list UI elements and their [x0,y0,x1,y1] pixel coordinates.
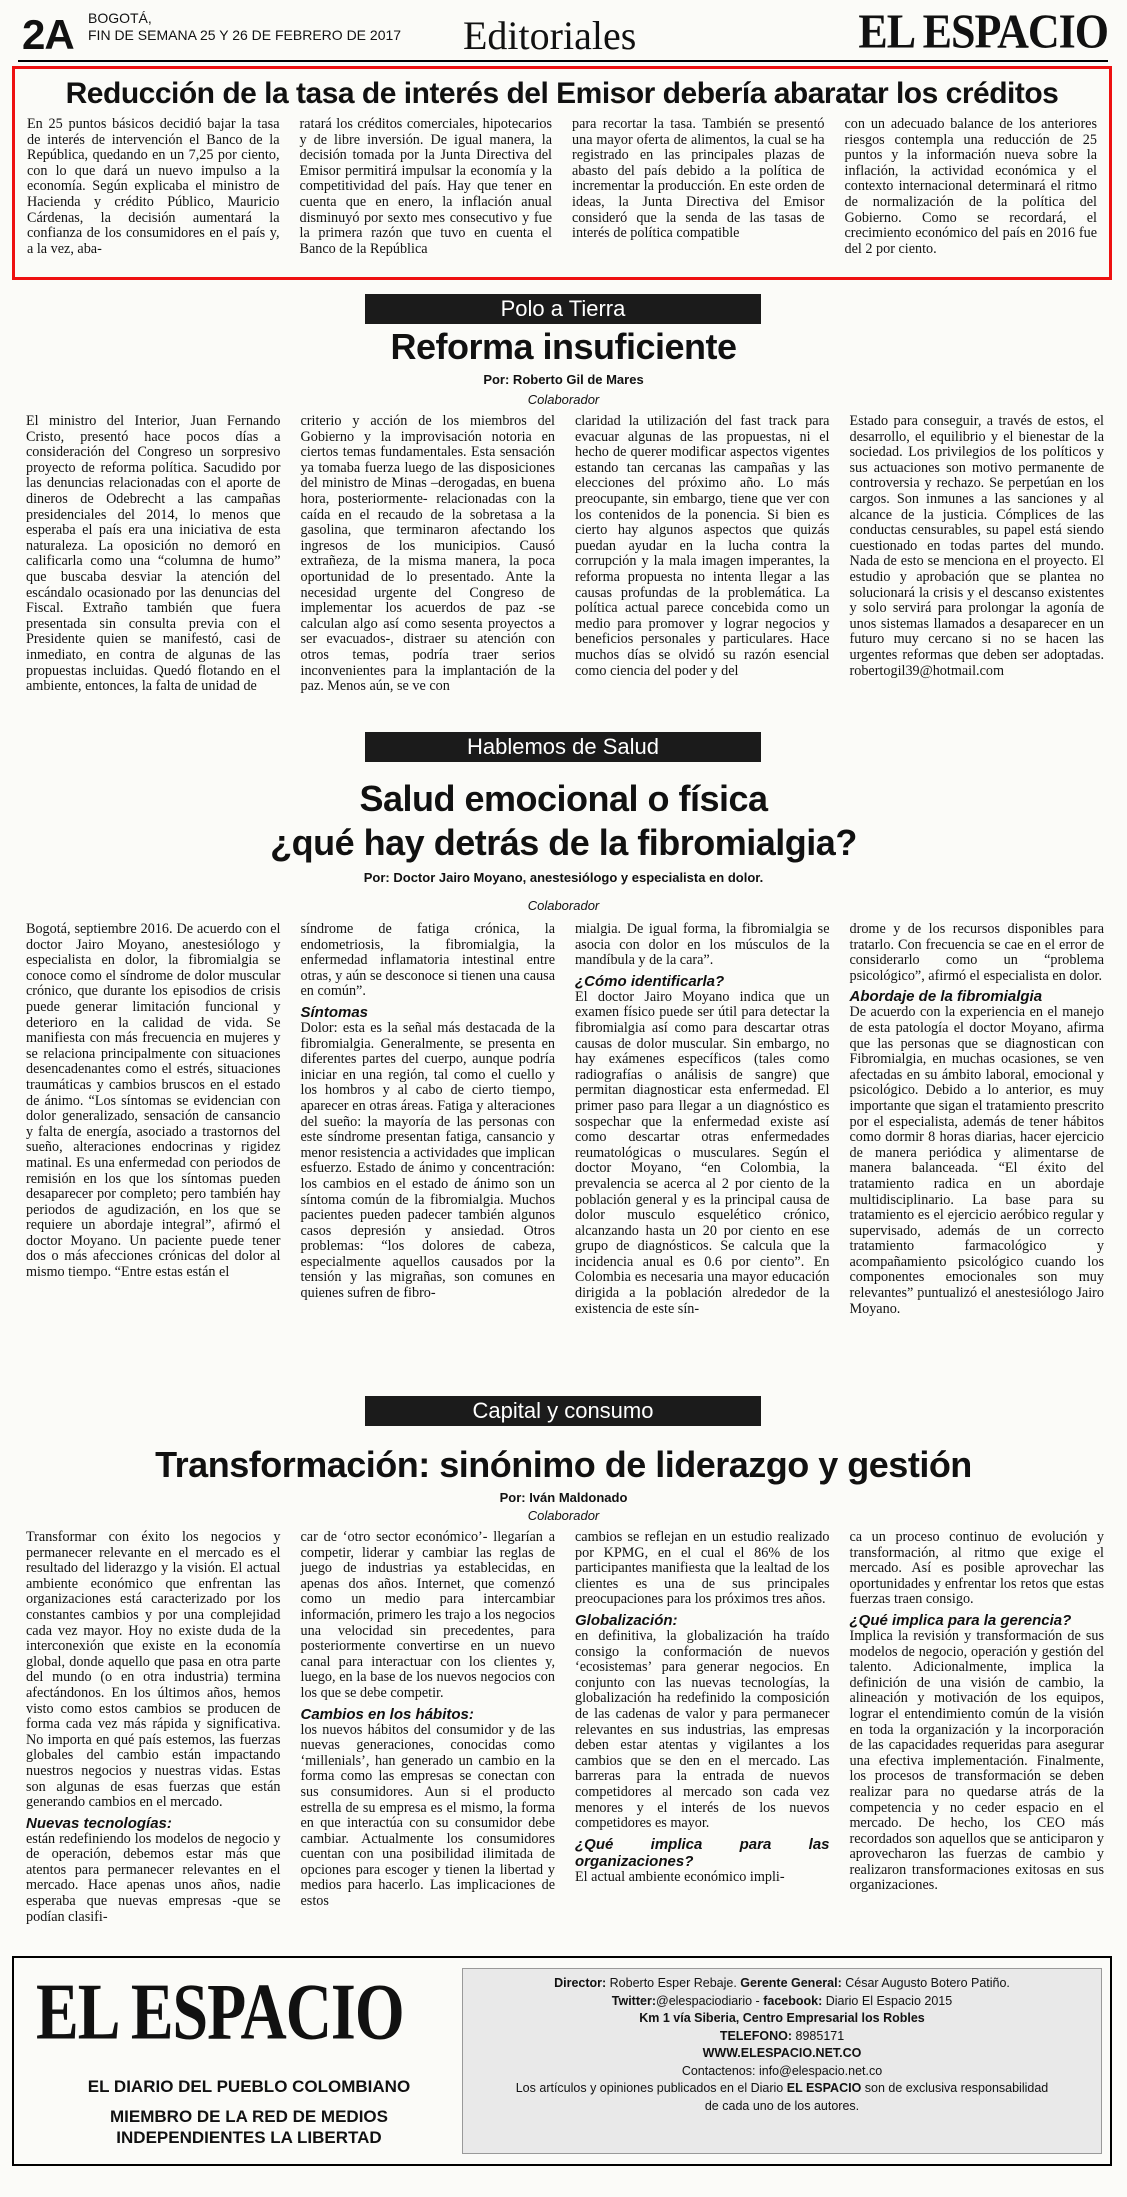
article-title-salud-line1: Salud emocional o física [359,778,768,819]
capital-subhead-organizaciones: ¿Qué implica para las organizaciones? [575,1835,830,1870]
lead-column: ratará los créditos comerciales, hipotecarios y de libre inversión. De igual manera, la decisión tomada por la Junta Directiva del Emisor permitirá impulsar la economía y la competitividad del país. Hay que tener en cuenta que en enero, la inflación anual disminuyó por sexto mes consecutivo y fue la primera razón que tuvo en cuenta el Banco de la República [299,116,552,257]
salud-subhead-abordaje: Abordaje de la fibromialgia [849,988,1043,1006]
capital-column [26,1530,281,1940]
lead-headline: Reducción de la tasa de interés del Emisor debería abaratar los créditos [65,77,1059,110]
footer-box [12,1956,1112,2166]
dateline [88,10,401,44]
salud-column [301,922,556,1358]
dateline-date: FIN DE SEMANA 25 Y 26 DE FEBRERO DE 2017 [88,27,402,43]
page-number: 2A [22,11,74,58]
footer-disclaimer-line2: de cada uno de los autores. [704,2098,860,2113]
salud-column [575,922,830,1358]
page-masthead [18,0,1108,62]
capital-col1-tail: están redefiniendo los modelos de negocio y de operación, debemos estar más que atentos para permanecer relevantes en el mercado. Hace apenas unos años, nadie esperaba que nuevas empresas -que se podían clasifi- [26,1830,281,1925]
salud-col4-body: De acuerdo con la experiencia en el manejo de esta patología el doctor Moyano, afirma que las personas que se diagnostican con Fibromialgia, en muchas ocasiones, se ven afectadas en su ámbito laboral, emocional y psicológico. Debido a lo anterior, es muy importante que sigan el tratamiento prescrito por el especialista, además de tener hábitos como dormir 8 horas diarias, hacer ejercicio de manera periódica y alimentarse de manera balanceada. “El éxito del tratamiento radica en un abordaje multidisciplinario. La base para su tratamiento es el ejercicio aeróbico regular y supervisado, además de un correcto tratamiento farmacológico y acompañamiento psicológico cuando los componentes emocionales son muy relevantes” puntualizó el anestesiólogo Jairo Moyano. [849,1004,1104,1317]
contact-email[interactable]: info@elespacio.net.co [758,2063,883,2078]
polo-column: El ministro del Interior, Juan Fernando Cristo, presentó hace pocos días a consideración del Congreso un sorpresivo proyecto de reforma política. Sacudido por las denuncias relacionadas con el aporte de dineros de Odebrecht a las campañas presidenciales del 2014, lo menos que esperaba el país era una iniciativa de esta naturaleza. La oposición no demoró en calificarla como una “columna de humo” que buscaba desviar la atención del escándalo ocasionado por las denuncias del Fiscal. Extraño también que fuera presentada sin consulta previa con el Presidente quien se manifestó, casi de inmediato, en contra de algunas de las propuestas incluidas. Quedó flotando en el ambiente, entonces, la falta de unidad de [26,413,281,695]
salud-col2-intro: síndrome de fatiga crónica, la endometriosis, la fibromialgia, la enfermedad inflamatoria intestinal entre otras, y aún se desconoce si tienen una causa en común”. [300,921,555,1000]
section-title: Editoriales [463,13,637,58]
section-bar-salud: Hablemos de Salud [365,732,761,762]
lead-editorial [12,66,1112,280]
lead-columns [27,117,1097,275]
polo-columns [26,414,1104,714]
footer-disclaimer-line1 [463,2080,1101,2098]
capital-subhead-globalizacion: Globalización: [575,1611,678,1629]
salud-column [26,922,281,1358]
capital-col2-tail: los nuevos hábitos del consumidor y de las nuevas generaciones, conocidas como ‘millenials’, han generado un cambio en la forma como las empresas se conectan con sus consumidores. Aun si el producto estrella de su empresa es el mismo, la forma en que interactúa con su consumidor debe cambiar. Actualmente los consumidores cuentan con una posibilidad ilimitada de opciones para escoger y tienen la libertad y medios para hacerlo. Las implicaciones de estos [300,1721,555,1910]
salud-column [850,922,1105,1358]
byline-polo: Por: Roberto Gil de Mares [483,372,644,387]
director-name: Roberto Esper Rebaje. [609,1976,737,1990]
phone-label: TELEFONO: [719,2028,793,2043]
footer-phone-line [463,2028,1101,2046]
capital-subhead-habitos: Cambios en los hábitos: [300,1705,474,1723]
footer-member-line2: INDEPENDIENTES LA LIBERTAD [116,2128,382,2147]
capital-col4-text: ca un proceso continuo de evolución y transformación, al ritmo que exige el mercado. Así es posible aprovechar las oportunidades y enfrentar los retos que estas fuerzas traen consigo. [849,1529,1104,1608]
salud-subhead-sintomas: Síntomas [300,1003,369,1021]
polo-column: claridad la utilización del fast track para evacuar algunas de las propuestas, ni el hecho de querer modificar aspectos vigentes estando tan cercanas las campañas y las elecciones del próximo año. Lo más preocupante, sin embargo, tiene que ver con los contenidos de la ponencia. Si bien es cierto hay algunos aspectos que quizás puedan ayudar en la lucha contra la corrupción y la mala imagen imperantes, la reforma propuesta no intenta llegar a las causas profundas de la problemática. La política actual parece concebida como un medio para promover y lograr negocios y beneficios personales y particulares. Hace muchos días se olvidó su razón esencial como ciencia del poder y del [575,413,830,679]
dateline-city: BOGOTÁ, [88,10,152,26]
manager-name: César Augusto Botero Patiño. [845,1976,1010,1990]
article-title-salud-line2: ¿qué hay detrás de la fibromialgia? [270,822,857,863]
facebook-label: facebook: [763,1993,823,2008]
section-bar-polo: Polo a Tierra [365,294,761,324]
footer-member-line1: MIEMBRO DE LA RED DE MEDIOS [110,2107,388,2126]
manager-label: Gerente General: [740,1976,842,1990]
lead-column: En 25 puntos básicos decidió bajar la tasa de interés de intervención el Banco de la República, quedando en un 7,25 por ciento, con lo que dará un nuevo impulso a la economía. Según explicaba el ministro de Hacienda y crédito Público, Mauricio Cárdenas, la decisión aumentará la confianza de los consumidores en el país y, a la vez, aba- [27,116,280,257]
lead-column: para recortar la tasa. También se presentó una mayor oferta de alimentos, la cual se ha registrado en las principales plazas de abasto del país debido a la política de incrementar la producción. En este orden de ideas, la Junta Directiva del Emisor consideró que la senda de las tasas de interés de política compatible [572,116,825,242]
facebook-page[interactable]: Diario El Espacio 2015 [825,1993,953,2008]
salud-col3-body: El doctor Jairo Moyano indica que un examen físico puede ser útil para detectar la fibromialgia así como para descartar otras causas de dolor muscular. Sin embargo, no hay exámenes específicos (tales como radiografías o análisis de sangre) que permitan diagnosticar esta enfermedad. El primer paso para llegar a un diagnóstico es sospechar que la enfermedad existe así como descartar otras enfermedades reumatológicas o musculares. Según el doctor Moyano, “en Colombia, la prevalencia se acerca al 2 por ciento de la población general y es la principal causa de dolor musculo esquelético crónico, alcanzando hasta un 20 por ciento en ese grupo de diagnósticos. Se calcula que la incidencia anual es 0.6 por ciento”. En Colombia es necesaria una mayor educación dirigida a la población alrededor de la existencia de este sín- [575,988,830,1317]
polo-column: Estado para conseguir, a través de estos, el desarrollo, el equilibrio y el bienestar de la sociedad. Los privilegios de los políticos y sus actuaciones son motivo permanente de controversia y rechazo. Se perpetúan en los cargos. Son inmunes a las sanciones y al alcance de la justicia. Cómplices de las conductas censurables, su papel está siendo cuestionado en todas partes del mundo. Nada de esto se menciona en el proyecto. El estudio y aprobación que se plantea no solucionará la crisis y el descanso existentes y solo servirá para prolongar la agonía de unos sistemas llamados a desaparecer en un futuro muy cercano si no se hacen las urgentes reformas que deben ser adoptadas. robertogil39@hotmail.com [849,413,1104,679]
twitter-handle[interactable]: @elespaciodiario - [656,1993,760,2008]
capital-column [850,1530,1105,1940]
phone-number: 8985171 [795,2028,845,2043]
role-salud: Colaborador [527,898,600,913]
salud-col2-body: Dolor: esta es la señal más destacada de la fibromialgia. Generalmente, se presenta en diferentes partes del cuerpo, aunque podría iniciar en una región, tal como el cuello y los hombros y al cabo de cierto tiempo, aparecer en otras áreas. Fatiga y alteraciones del sueño: la mayoría de las personas con este síndrome presentan fatiga, cansancio y menor resistencia a actividades que implican esfuerzo. Estado de ánimo y concentración: los cambios en el estado de ánimo son un síntoma común de la fibromialgia. Muchos pacientes pueden padecer también algunos casos depresión y ansiedad. Otros problemas: “los dolores de cabeza, especialmente aquellos causados por la tensión y las migrañas, son comunes en quienes sufren de fibro- [300,1019,555,1302]
disclaimer-text: son de exclusiva responsabilidad [864,2081,1049,2095]
capital-col2-text: car de ‘otro sector económico’- llegarían a competir, liderar y cambiar las reglas de juego de industrias ya establecidas, en apenas dos años. Internet, que comenzó como un medio para intercambiar información, primero les trajo a los negocios una velocidad sin precedentes, para posteriormente convertirse en un nuevo canal para interactuar con los clientes y, luego, en la base de los nuevos negocios con los que se debe competir. [300,1529,555,1701]
footer-website[interactable]: WWW.ELESPACIO.NET.CO [702,2046,862,2060]
byline-salud: Por: Doctor Jairo Moyano, anestesiólogo y especialista en dolor. [363,870,764,885]
salud-columns [26,922,1104,1358]
salud-col3-intro: mialgia. De igual forma, la fibromialgia se asocia con dolor en los músculos de la mandíbula y de la cara”. [575,921,830,969]
polo-column: criterio y acción de los miembros del Gobierno y la improvisación notoria en ciertos temas fundamentales. Esta sensación ya tomaba fuerza luego de las disposiciones del ministro de Minas –derogadas, en buena hora, posteriormente- relacionadas con la caída en el recaudo de la sobretasa a la gasolina, que terminaron afectando los ingresos de los municipios. Causó extrañeza, de la misma manera, la poca oportunidad de lo presentado. Ante la necesidad urgente del Congreso de implementar los acuerdos de paz -se calculan algo así como sesenta proyectos a ser evacuados-, distraer su atención con otros temas, podría traer serios inconvenientes para la implantación de la paz. Menos aún, se ve con [300,413,555,695]
footer-tagline: EL DIARIO DEL PUEBLO COLOMBIANO [87,2077,411,2096]
salud-col1-text: Bogotá, septiembre 2016. De acuerdo con el doctor Jairo Moyano, anestesiólogo y especialista en dolor, la fibromialgia se conoce como el síndrome de dolor muscular crónico, que durante los episodios de crisis puede generar limitación funcional y deterioro en la calidad de vida. Se manifiesta con más frecuencia en mujeres y se relaciona principalmente con situaciones desencadenantes como el estrés, situaciones traumáticas y cambios bruscos en el estado de ánimo. “Los síntomas se evidencian con dolor generalizado, sensación de cansancio y falta de energía, asociado a trastornos del sueño, alteraciones endocrinas y rigidez matinal. Es una enfermedad con periodos de remisión en los que los síntomas pueden desaparecer por completo; pero también hay periodos de agudización, en los que se requiere un abordaje integral”, afirmó el doctor Moyano. Un paciente puede tener dos o más afecciones crónicas del dolor al mismo tiempo. “Entre estas están el [26,921,281,1281]
salud-col4-intro: drome y de los recursos disponibles para tratarlo. Con frecuencia se cae en el error de considerarlo como un “problema psicológico”, afirmó el especialista en dolor. [849,921,1104,984]
capital-subhead-gerencia: ¿Qué implica para la gerencia? [849,1611,1072,1629]
capital-column [301,1530,556,1940]
capital-columns [26,1530,1104,1940]
footer-credits [462,1968,1102,2154]
capital-col3-text: cambios se reflejan en un estudio realizado por KPMG, en el cual el 86% de los participantes manifiesta que la lealtad de los clientes es una de sus principales preocupaciones para los próximos tres años. [575,1529,830,1608]
capital-column [575,1530,830,1940]
lead-column: con un adecuado balance de los anteriores riesgos contempla una reducción de 25 puntos y la información nueva sobre la inflación, la actividad económica y el contexto internacional determinará el ritmo de normalización de la política del Gobierno. Como se recordará, el crecimiento económico del país en 2016 fue del 2 por ciento. [844,116,1097,257]
capital-col3-tail: en definitiva, la globalización ha traído consigo la conformación de nuevos ‘ecosistemas’ para generar negocios. En conjunto con las nuevas tecnologías, la globalización ha redefinido la composición de las cadenas de valor y para permanecer relevantes en sus industrias, las empresas deben estar atentas y vigilantes a los cambios que se den en el mercado. Las barreras para la entrada de nuevos competidores al mercado son cada vez menores y el interés de los nuevos competidores es mayor. [575,1627,830,1832]
disclaimer-text: Los artículos y opiniones publicados en el Diario [515,2081,784,2095]
capital-subhead-tecnologias: Nuevas tecnologías: [26,1814,172,1832]
footer-director-line [463,1975,1101,1993]
salud-subhead-identificar: ¿Cómo identificarla? [575,972,725,990]
capital-col1-text: Transformar con éxito los negocios y permanecer relevante en el mercado es el resultado del liderazgo y la visión. El actual ambiente económico que enfrentan las organizaciones está caracterizado por los constantes cambios y por una complejidad cada vez mayor. Hoy no existe duda de la interconexión que existe en la economía global, donde aquello que pasa en otra parte del mundo (o en otra industria) termina afectándonos. En los últimos años, hemos visto como estos cambios se producen de forma cada vez más rápida y significativa. No importa en qué país estemos, las fuerzas globales del cambio están impactando nuestros negocios y nuestras vidas. Estas son algunas de esas fuerzas que están generando cambios en el mercado. [26,1529,281,1811]
role-polo: Colaborador [527,392,600,407]
section-bar-capital: Capital y consumo [365,1396,761,1426]
footer-logo: EL ESPACIO [36,1967,404,2056]
article-title-polo: Reforma insuficiente [390,326,737,367]
director-label: Director: [554,1976,607,1990]
role-capital: Colaborador [527,1508,600,1523]
footer-address: Km 1 vía Siberia, Centro Empresarial los Robles [639,2011,925,2025]
footer-contact-line [463,2063,1101,2081]
disclaimer-brand: EL ESPACIO [786,2081,862,2095]
byline-capital: Por: Iván Maldonado [499,1490,628,1505]
capital-col4-tail: Implica la revisión y transformación de sus modelos de negocio, operación y gestión del talento. Adicionalmente, implica la definición de una visión de cambio, la alineación y motivación de los equipos, lograr el entendimiento común de la visión en toda la organización y la incorporación de las capacidades requeridas para asegurar una efectiva implementación. Finalmente, los procesos de transformación se deben realizar para no quedarse atrás de la competencia y no ceder espacio en el mercado. De hecho, los CEO más recordados son aquellos que se anticiparon y aprovecharon las fuerzas de cambio y realizaron transformaciones exitosas en sus organizaciones. [849,1627,1104,1894]
newspaper-logo: EL ESPACIO [858,4,1108,59]
article-title-capital: Transformación: sinónimo de liderazgo y gestión [155,1444,972,1485]
twitter-label: Twitter: [611,1993,656,2008]
capital-col3-tail2: El actual ambiente económico impli- [575,1868,785,1885]
contact-label: Contactenos: [681,2063,756,2078]
footer-social-line [463,1993,1101,2011]
